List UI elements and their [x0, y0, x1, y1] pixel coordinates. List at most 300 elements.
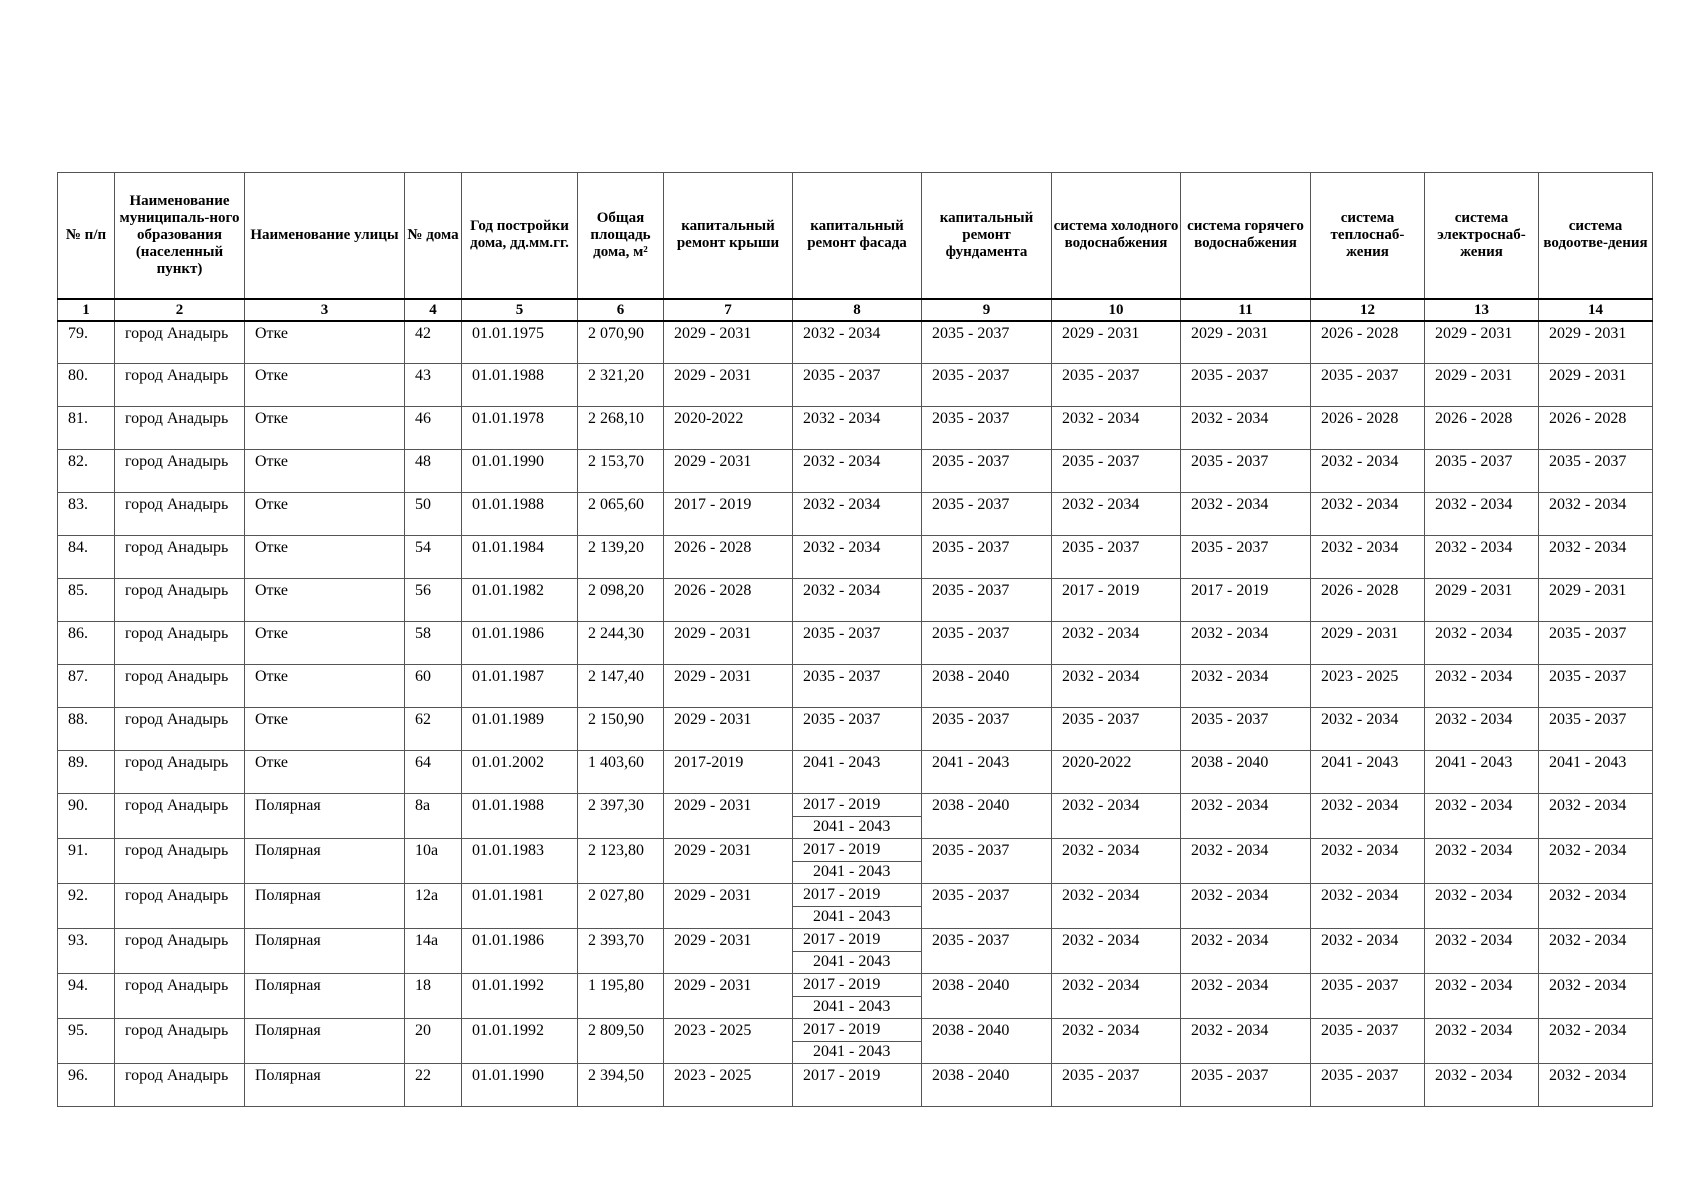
- cell-year: 01.01.1990: [462, 450, 578, 493]
- cell-roof: 2017 - 2019: [664, 493, 793, 536]
- cell-year: 01.01.1988: [462, 493, 578, 536]
- header-col-drainage: система водоотве-дения: [1539, 173, 1653, 299]
- cell-facade: 2035 - 2037: [793, 364, 922, 407]
- cell-cold-water: 2032 - 2034: [1052, 884, 1181, 929]
- cell-cold-water: 2032 - 2034: [1052, 929, 1181, 974]
- cell-house: 64: [405, 751, 462, 794]
- header-numbers-row: [58, 299, 1653, 321]
- header-col-facade: капитальный ремонт фасада: [793, 173, 922, 299]
- cell-drainage: 2032 - 2034: [1539, 1064, 1653, 1107]
- cell-foundation: 2041 - 2043: [922, 751, 1052, 794]
- cell-cold-water: 2017 - 2019: [1052, 579, 1181, 622]
- cell-electricity: 2032 - 2034: [1425, 929, 1539, 974]
- cell-year: 01.01.1984: [462, 536, 578, 579]
- cell-roof: 2026 - 2028: [664, 579, 793, 622]
- cell-drainage: 2032 - 2034: [1539, 493, 1653, 536]
- cell-street: Отке: [245, 708, 405, 751]
- cell-roof: 2029 - 2031: [664, 794, 793, 839]
- column-number-10: 10: [1052, 299, 1181, 321]
- cell-facade: 2032 - 2034: [793, 579, 922, 622]
- cell-electricity: 2032 - 2034: [1425, 622, 1539, 665]
- cell-year: 01.01.1992: [462, 974, 578, 1019]
- cell-house: 20: [405, 1019, 462, 1064]
- cell-cold-water: 2032 - 2034: [1052, 622, 1181, 665]
- cell-year: 01.01.1982: [462, 579, 578, 622]
- cell-street: Отке: [245, 407, 405, 450]
- cell-heating: 2026 - 2028: [1311, 579, 1425, 622]
- cell-hot-water: 2038 - 2040: [1181, 751, 1311, 794]
- cell-cold-water: 2032 - 2034: [1052, 1019, 1181, 1064]
- column-number-13: 13: [1425, 299, 1539, 321]
- cell-municipality: город Анадырь: [115, 665, 245, 708]
- cell-drainage: 2029 - 2031: [1539, 321, 1653, 364]
- cell-facade: [793, 839, 922, 884]
- cell-heating: 2023 - 2025: [1311, 665, 1425, 708]
- cell-electricity: 2032 - 2034: [1425, 493, 1539, 536]
- cell-house: 22: [405, 1064, 462, 1107]
- facade-period: 2041 - 2043: [813, 863, 891, 880]
- cell-electricity: 2029 - 2031: [1425, 364, 1539, 407]
- cell-area: 2 394,50: [578, 1064, 664, 1107]
- facade-period: 2041 - 2043: [813, 908, 891, 925]
- table-row: [58, 622, 1653, 665]
- cell-foundation: 2035 - 2037: [922, 929, 1052, 974]
- cell-cold-water: 2032 - 2034: [1052, 839, 1181, 884]
- table-row: [58, 665, 1653, 708]
- cell-roof: 2029 - 2031: [664, 622, 793, 665]
- cell-municipality: город Анадырь: [115, 1019, 245, 1064]
- cell-municipality: город Анадырь: [115, 839, 245, 884]
- cell-year: 01.01.1975: [462, 321, 578, 364]
- column-number-12: 12: [1311, 299, 1425, 321]
- cell-hot-water: 2035 - 2037: [1181, 1064, 1311, 1107]
- cell-cold-water: 2032 - 2034: [1052, 665, 1181, 708]
- cell-facade: 2035 - 2037: [793, 622, 922, 665]
- cell-hot-water: 2032 - 2034: [1181, 622, 1311, 665]
- cell-no: 87.: [58, 665, 115, 708]
- cell-street: Полярная: [245, 1064, 405, 1107]
- cell-house: 43: [405, 364, 462, 407]
- header-col-roof: капитальный ремонт крыши: [664, 173, 793, 299]
- cell-no: 93.: [58, 929, 115, 974]
- cell-heating: 2032 - 2034: [1311, 708, 1425, 751]
- cell-foundation: 2038 - 2040: [922, 1064, 1052, 1107]
- cell-electricity: 2032 - 2034: [1425, 665, 1539, 708]
- cell-house: 8а: [405, 794, 462, 839]
- table-row: [58, 493, 1653, 536]
- cell-cold-water: 2029 - 2031: [1052, 321, 1181, 364]
- cell-year: 01.01.1990: [462, 1064, 578, 1107]
- cell-municipality: город Анадырь: [115, 579, 245, 622]
- cell-roof: 2029 - 2031: [664, 974, 793, 1019]
- cell-street: Полярная: [245, 884, 405, 929]
- cell-area: 2 027,80: [578, 884, 664, 929]
- cell-house: 18: [405, 974, 462, 1019]
- cell-foundation: 2035 - 2037: [922, 622, 1052, 665]
- cell-heating: 2032 - 2034: [1311, 536, 1425, 579]
- cell-area: 2 153,70: [578, 450, 664, 493]
- cell-roof: 2023 - 2025: [664, 1064, 793, 1107]
- table-row: [58, 708, 1653, 751]
- cell-foundation: 2038 - 2040: [922, 974, 1052, 1019]
- cell-cold-water: 2035 - 2037: [1052, 708, 1181, 751]
- cell-street: Полярная: [245, 929, 405, 974]
- cell-no: 89.: [58, 751, 115, 794]
- table-header: [58, 173, 1653, 321]
- cell-hot-water: 2032 - 2034: [1181, 839, 1311, 884]
- cell-house: 56: [405, 579, 462, 622]
- cell-heating: 2032 - 2034: [1311, 794, 1425, 839]
- cell-hot-water: 2032 - 2034: [1181, 407, 1311, 450]
- cell-facade: [793, 884, 922, 929]
- table-row: [58, 536, 1653, 579]
- cell-no: 86.: [58, 622, 115, 665]
- cell-heating: 2029 - 2031: [1311, 622, 1425, 665]
- header-col-house: № дома: [405, 173, 462, 299]
- cell-foundation: 2035 - 2037: [922, 407, 1052, 450]
- table-row: [58, 364, 1653, 407]
- header-col-municipality: Наименование муниципаль-ного образования (населенный пункт): [115, 173, 245, 299]
- table-row: [58, 929, 1653, 974]
- cell-municipality: город Анадырь: [115, 794, 245, 839]
- cell-no: 96.: [58, 1064, 115, 1107]
- cell-area: 2 150,90: [578, 708, 664, 751]
- cell-no: 80.: [58, 364, 115, 407]
- cell-no: 79.: [58, 321, 115, 364]
- cell-drainage: 2032 - 2034: [1539, 884, 1653, 929]
- cell-year: 01.01.1986: [462, 929, 578, 974]
- cell-area: 2 393,70: [578, 929, 664, 974]
- cell-no: 85.: [58, 579, 115, 622]
- cell-hot-water: 2017 - 2019: [1181, 579, 1311, 622]
- cell-drainage: 2032 - 2034: [1539, 536, 1653, 579]
- cell-facade: 2032 - 2034: [793, 321, 922, 364]
- cell-house: 58: [405, 622, 462, 665]
- cell-electricity: 2032 - 2034: [1425, 884, 1539, 929]
- table-row: [58, 579, 1653, 622]
- cell-drainage: 2032 - 2034: [1539, 1019, 1653, 1064]
- cell-facade: 2032 - 2034: [793, 407, 922, 450]
- cell-drainage: 2032 - 2034: [1539, 974, 1653, 1019]
- cell-area: 2 321,20: [578, 364, 664, 407]
- cell-heating: 2035 - 2037: [1311, 974, 1425, 1019]
- cell-electricity: 2032 - 2034: [1425, 974, 1539, 1019]
- cell-electricity: 2032 - 2034: [1425, 536, 1539, 579]
- cell-hot-water: 2032 - 2034: [1181, 929, 1311, 974]
- cell-roof: 2017-2019: [664, 751, 793, 794]
- cell-area: 2 139,20: [578, 536, 664, 579]
- cell-no: 84.: [58, 536, 115, 579]
- cell-drainage: 2032 - 2034: [1539, 794, 1653, 839]
- facade-period: 2041 - 2043: [813, 818, 891, 835]
- cell-heating: 2026 - 2028: [1311, 407, 1425, 450]
- cell-municipality: город Анадырь: [115, 536, 245, 579]
- cell-hot-water: 2029 - 2031: [1181, 321, 1311, 364]
- cell-house: 60: [405, 665, 462, 708]
- cell-roof: 2029 - 2031: [664, 450, 793, 493]
- cell-electricity: 2029 - 2031: [1425, 579, 1539, 622]
- cell-electricity: 2029 - 2031: [1425, 321, 1539, 364]
- cell-house: 42: [405, 321, 462, 364]
- cell-municipality: город Анадырь: [115, 622, 245, 665]
- cell-heating: 2035 - 2037: [1311, 1064, 1425, 1107]
- cell-no: 94.: [58, 974, 115, 1019]
- cell-cold-water: 2035 - 2037: [1052, 536, 1181, 579]
- cell-facade: 2032 - 2034: [793, 450, 922, 493]
- cell-no: 81.: [58, 407, 115, 450]
- cell-drainage: 2029 - 2031: [1539, 364, 1653, 407]
- cell-house: 62: [405, 708, 462, 751]
- cell-hot-water: 2035 - 2037: [1181, 708, 1311, 751]
- cell-foundation: 2035 - 2037: [922, 579, 1052, 622]
- table-row: [58, 1064, 1653, 1107]
- cell-municipality: город Анадырь: [115, 364, 245, 407]
- header-col-year: Год постройки дома, дд.мм.гг.: [462, 173, 578, 299]
- header-col-no: № п/п: [58, 173, 115, 299]
- table-row: [58, 751, 1653, 794]
- cell-street: Отке: [245, 493, 405, 536]
- cell-year: 01.01.1987: [462, 665, 578, 708]
- cell-street: Отке: [245, 450, 405, 493]
- header-titles-row: [58, 173, 1653, 299]
- facade-period: 2041 - 2043: [813, 953, 891, 970]
- cell-facade: 2041 - 2043: [793, 751, 922, 794]
- column-number-11: 11: [1181, 299, 1311, 321]
- cell-drainage: 2029 - 2031: [1539, 579, 1653, 622]
- cell-area: 2 397,30: [578, 794, 664, 839]
- cell-electricity: 2032 - 2034: [1425, 1064, 1539, 1107]
- cell-drainage: 2041 - 2043: [1539, 751, 1653, 794]
- cell-facade: 2035 - 2037: [793, 708, 922, 751]
- cell-no: 92.: [58, 884, 115, 929]
- cell-year: 01.01.1992: [462, 1019, 578, 1064]
- cell-house: 12а: [405, 884, 462, 929]
- cell-year: 01.01.1988: [462, 794, 578, 839]
- table-row: [58, 321, 1653, 364]
- table-row: [58, 884, 1653, 929]
- cell-no: 82.: [58, 450, 115, 493]
- cell-area: 2 065,60: [578, 493, 664, 536]
- cell-no: 95.: [58, 1019, 115, 1064]
- cell-area: 1 403,60: [578, 751, 664, 794]
- cell-hot-water: 2032 - 2034: [1181, 974, 1311, 1019]
- cell-foundation: 2035 - 2037: [922, 493, 1052, 536]
- facade-period: 2017 - 2019: [793, 794, 921, 817]
- cell-area: 2 098,20: [578, 579, 664, 622]
- cell-heating: 2032 - 2034: [1311, 884, 1425, 929]
- cell-facade: [793, 794, 922, 839]
- cell-hot-water: 2032 - 2034: [1181, 794, 1311, 839]
- cell-cold-water: 2032 - 2034: [1052, 493, 1181, 536]
- cell-facade: 2035 - 2037: [793, 665, 922, 708]
- cell-roof: 2029 - 2031: [664, 929, 793, 974]
- column-number-14: 14: [1539, 299, 1653, 321]
- table-row: [58, 794, 1653, 839]
- cell-heating: 2032 - 2034: [1311, 929, 1425, 974]
- header-col-hot-water: система горячего водоснабжения: [1181, 173, 1311, 299]
- cell-roof: 2029 - 2031: [664, 364, 793, 407]
- cell-facade: [793, 929, 922, 974]
- cell-area: 1 195,80: [578, 974, 664, 1019]
- column-number-4: 4: [405, 299, 462, 321]
- facade-period: 2017 - 2019: [793, 884, 921, 907]
- cell-hot-water: 2035 - 2037: [1181, 536, 1311, 579]
- cell-street: Полярная: [245, 839, 405, 884]
- header-col-foundation: капитальный ремонт фундамента: [922, 173, 1052, 299]
- cell-cold-water: 2035 - 2037: [1052, 364, 1181, 407]
- cell-roof: 2029 - 2031: [664, 321, 793, 364]
- cell-cold-water: 2035 - 2037: [1052, 450, 1181, 493]
- cell-hot-water: 2032 - 2034: [1181, 884, 1311, 929]
- cell-year: 01.01.1989: [462, 708, 578, 751]
- cell-foundation: 2035 - 2037: [922, 708, 1052, 751]
- cell-electricity: 2032 - 2034: [1425, 1019, 1539, 1064]
- cell-area: 2 147,40: [578, 665, 664, 708]
- table-row: [58, 839, 1653, 884]
- table-row: [58, 450, 1653, 493]
- cell-street: Отке: [245, 622, 405, 665]
- cell-electricity: 2035 - 2037: [1425, 450, 1539, 493]
- cell-street: Отке: [245, 364, 405, 407]
- cell-municipality: город Анадырь: [115, 708, 245, 751]
- facade-period: 2017 - 2019: [793, 1019, 921, 1042]
- cell-drainage: 2035 - 2037: [1539, 450, 1653, 493]
- cell-foundation: 2035 - 2037: [922, 450, 1052, 493]
- cell-house: 10а: [405, 839, 462, 884]
- cell-house: 14а: [405, 929, 462, 974]
- repair-schedule-table: [57, 172, 1653, 1107]
- cell-electricity: 2032 - 2034: [1425, 794, 1539, 839]
- cell-foundation: 2035 - 2037: [922, 884, 1052, 929]
- cell-foundation: 2038 - 2040: [922, 1019, 1052, 1064]
- cell-street: Отке: [245, 751, 405, 794]
- header-col-area: Общая площадь дома, м²: [578, 173, 664, 299]
- cell-facade: 2017 - 2019: [793, 1064, 922, 1107]
- table-body: [58, 321, 1653, 1107]
- cell-roof: 2029 - 2031: [664, 839, 793, 884]
- cell-drainage: 2026 - 2028: [1539, 407, 1653, 450]
- column-number-2: 2: [115, 299, 245, 321]
- cell-foundation: 2035 - 2037: [922, 839, 1052, 884]
- cell-electricity: 2032 - 2034: [1425, 708, 1539, 751]
- cell-foundation: 2038 - 2040: [922, 665, 1052, 708]
- cell-house: 46: [405, 407, 462, 450]
- cell-cold-water: 2032 - 2034: [1052, 974, 1181, 1019]
- cell-drainage: 2032 - 2034: [1539, 839, 1653, 884]
- cell-street: Отке: [245, 536, 405, 579]
- cell-facade: 2032 - 2034: [793, 493, 922, 536]
- cell-cold-water: 2032 - 2034: [1052, 794, 1181, 839]
- cell-cold-water: 2020-2022: [1052, 751, 1181, 794]
- cell-year: 01.01.2002: [462, 751, 578, 794]
- header-col-cold-water: система холодного водоснабжения: [1052, 173, 1181, 299]
- cell-street: Отке: [245, 321, 405, 364]
- cell-hot-water: 2035 - 2037: [1181, 364, 1311, 407]
- cell-municipality: город Анадырь: [115, 929, 245, 974]
- cell-municipality: город Анадырь: [115, 321, 245, 364]
- cell-foundation: 2035 - 2037: [922, 536, 1052, 579]
- column-number-3: 3: [245, 299, 405, 321]
- cell-heating: 2032 - 2034: [1311, 450, 1425, 493]
- facade-period: 2041 - 2043: [813, 1043, 891, 1060]
- cell-house: 50: [405, 493, 462, 536]
- cell-heating: 2041 - 2043: [1311, 751, 1425, 794]
- cell-municipality: город Анадырь: [115, 407, 245, 450]
- cell-heating: 2032 - 2034: [1311, 493, 1425, 536]
- cell-foundation: 2035 - 2037: [922, 321, 1052, 364]
- column-number-7: 7: [664, 299, 793, 321]
- cell-no: 91.: [58, 839, 115, 884]
- cell-electricity: 2041 - 2043: [1425, 751, 1539, 794]
- cell-no: 90.: [58, 794, 115, 839]
- cell-facade: [793, 1019, 922, 1064]
- cell-hot-water: 2032 - 2034: [1181, 1019, 1311, 1064]
- cell-year: 01.01.1981: [462, 884, 578, 929]
- header-col-street: Наименование улицы: [245, 173, 405, 299]
- cell-street: Отке: [245, 579, 405, 622]
- facade-period: 2017 - 2019: [793, 839, 921, 862]
- column-number-5: 5: [462, 299, 578, 321]
- cell-area: 2 123,80: [578, 839, 664, 884]
- facade-period: 2017 - 2019: [793, 929, 921, 952]
- cell-roof: 2029 - 2031: [664, 708, 793, 751]
- cell-municipality: город Анадырь: [115, 751, 245, 794]
- cell-street: Полярная: [245, 1019, 405, 1064]
- cell-municipality: город Анадырь: [115, 493, 245, 536]
- cell-area: 2 268,10: [578, 407, 664, 450]
- cell-foundation: 2038 - 2040: [922, 794, 1052, 839]
- cell-municipality: город Анадырь: [115, 450, 245, 493]
- cell-drainage: 2035 - 2037: [1539, 708, 1653, 751]
- cell-hot-water: 2032 - 2034: [1181, 493, 1311, 536]
- cell-municipality: город Анадырь: [115, 974, 245, 1019]
- cell-drainage: 2035 - 2037: [1539, 665, 1653, 708]
- facade-period: 2017 - 2019: [793, 974, 921, 997]
- column-number-9: 9: [922, 299, 1052, 321]
- cell-year: 01.01.1978: [462, 407, 578, 450]
- cell-house: 48: [405, 450, 462, 493]
- cell-year: 01.01.1986: [462, 622, 578, 665]
- table-row: [58, 407, 1653, 450]
- cell-street: Полярная: [245, 794, 405, 839]
- cell-roof: 2029 - 2031: [664, 884, 793, 929]
- cell-no: 83.: [58, 493, 115, 536]
- cell-street: Отке: [245, 665, 405, 708]
- cell-electricity: 2032 - 2034: [1425, 839, 1539, 884]
- cell-roof: 2023 - 2025: [664, 1019, 793, 1064]
- cell-drainage: 2032 - 2034: [1539, 929, 1653, 974]
- cell-cold-water: 2032 - 2034: [1052, 407, 1181, 450]
- cell-municipality: город Анадырь: [115, 884, 245, 929]
- cell-hot-water: 2032 - 2034: [1181, 665, 1311, 708]
- cell-cold-water: 2035 - 2037: [1052, 1064, 1181, 1107]
- cell-roof: 2026 - 2028: [664, 536, 793, 579]
- cell-no: 88.: [58, 708, 115, 751]
- table-row: [58, 974, 1653, 1019]
- cell-drainage: 2035 - 2037: [1539, 622, 1653, 665]
- cell-facade: 2032 - 2034: [793, 536, 922, 579]
- cell-heating: 2035 - 2037: [1311, 1019, 1425, 1064]
- cell-heating: 2032 - 2034: [1311, 839, 1425, 884]
- header-col-electricity: система электроснаб-жения: [1425, 173, 1539, 299]
- column-number-6: 6: [578, 299, 664, 321]
- cell-hot-water: 2035 - 2037: [1181, 450, 1311, 493]
- cell-municipality: город Анадырь: [115, 1064, 245, 1107]
- cell-roof: 2020-2022: [664, 407, 793, 450]
- cell-roof: 2029 - 2031: [664, 665, 793, 708]
- cell-year: 01.01.1988: [462, 364, 578, 407]
- cell-year: 01.01.1983: [462, 839, 578, 884]
